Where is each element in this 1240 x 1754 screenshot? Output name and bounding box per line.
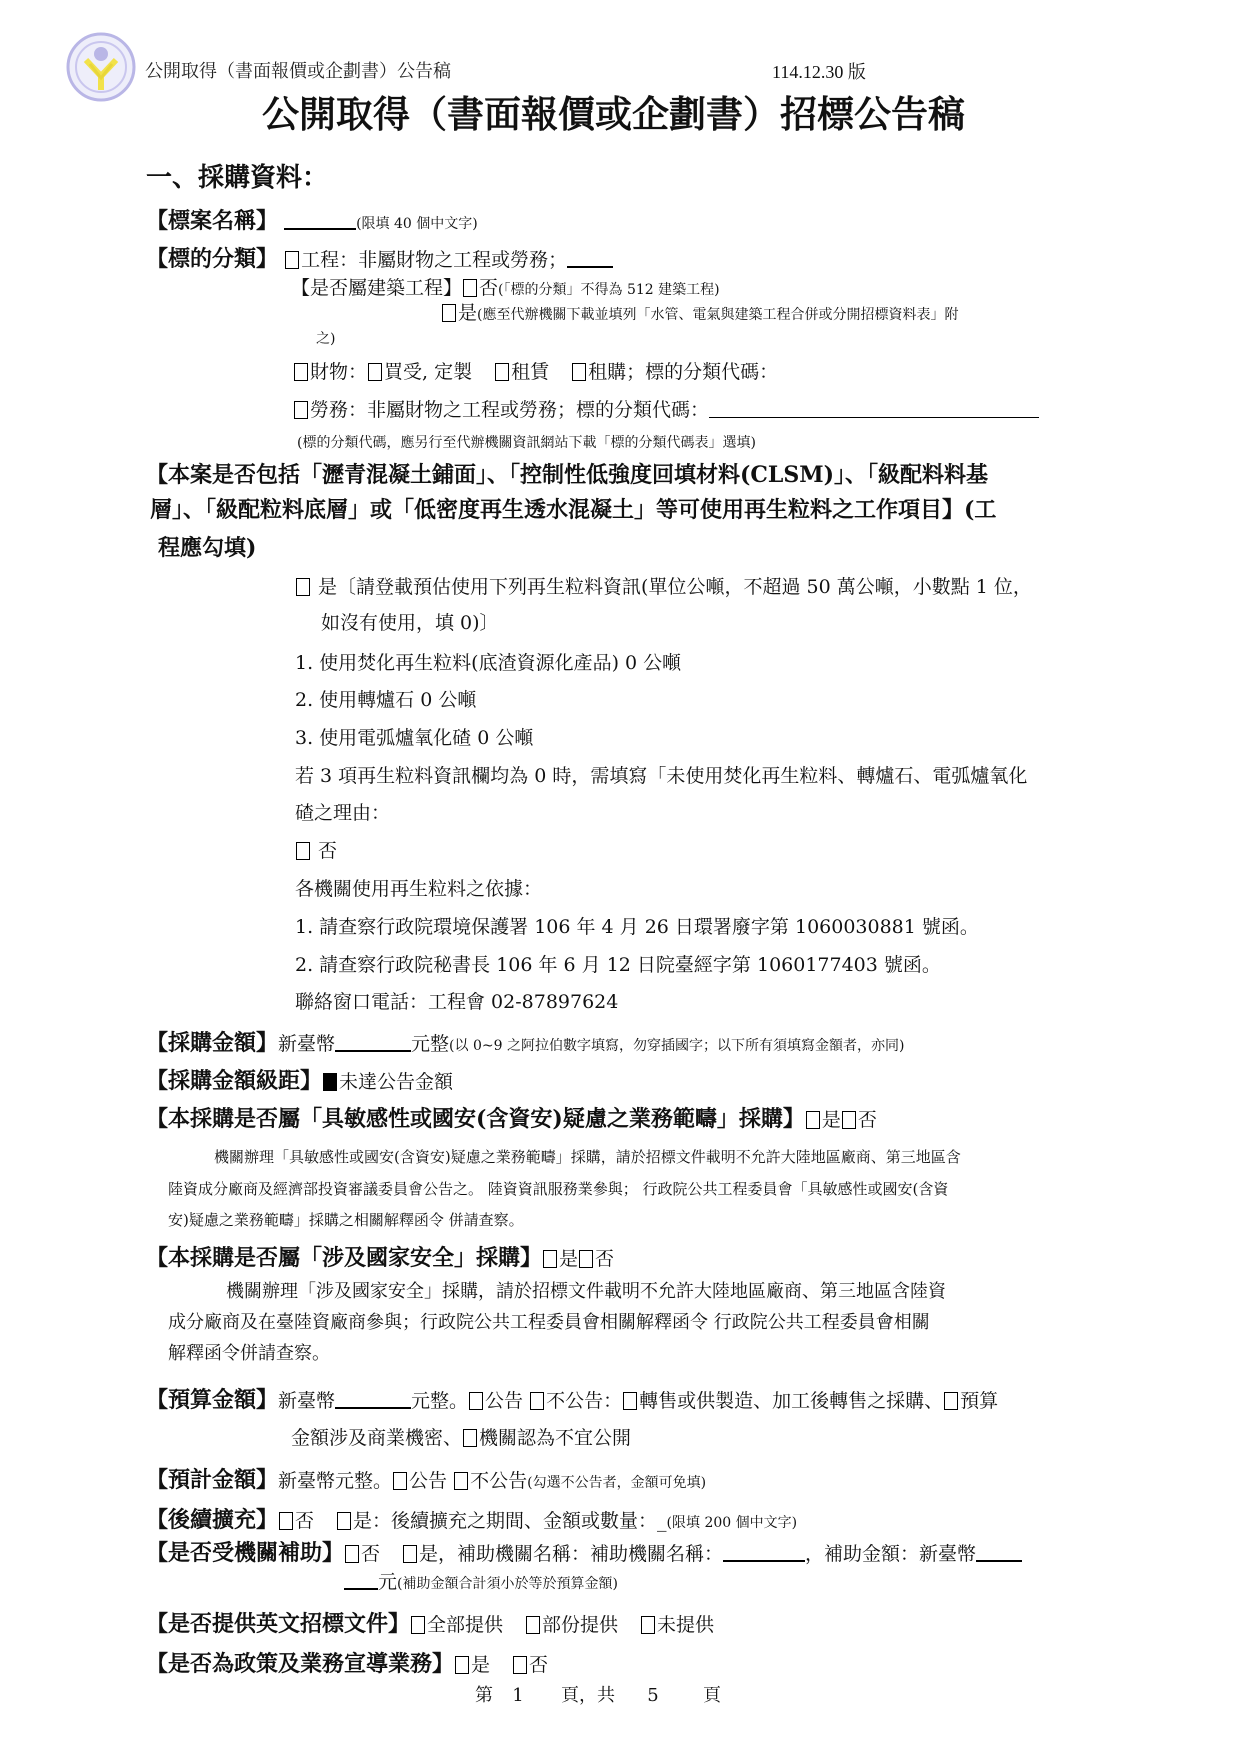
building-no-label: 否 xyxy=(479,277,499,299)
recycled-reason: 若 3 項再生粒料資訊欄均為 0 時，需填寫「未使用焚化再生粒料、轉爐石、電弧爐氧化 xyxy=(295,765,1028,787)
subsidy-suffix: 元 xyxy=(378,1571,398,1593)
english-all-checkbox[interactable] xyxy=(411,1616,425,1634)
recycled-item-2: 2. 使用轉爐石 0 公噸 xyxy=(295,689,477,711)
budget-not-announce-checkbox[interactable] xyxy=(530,1392,544,1410)
estimate-label: 【預計金額】 xyxy=(146,1467,279,1493)
building-row xyxy=(291,276,720,302)
expansion-yes-checkbox[interactable] xyxy=(337,1512,351,1530)
page-mid: 頁，共 xyxy=(561,1685,615,1706)
budget-secret-label: 預算 xyxy=(960,1390,999,1412)
lease-label: 租賃 xyxy=(511,361,550,383)
estimate-text: 新臺幣元整。 xyxy=(278,1470,393,1492)
building-label: 【是否屬建築工程】 xyxy=(291,277,463,299)
page-number: 1 xyxy=(512,1685,524,1706)
budget-announce-checkbox[interactable] xyxy=(469,1392,483,1410)
budget-secret-checkbox[interactable] xyxy=(944,1392,958,1410)
section-heading: 一、採購資料： xyxy=(146,163,329,193)
recycled-item-3: 3. 使用電弧爐氧化碴 0 公噸 xyxy=(295,727,534,749)
expansion-note: (限填 200 個中文字) xyxy=(666,1515,798,1531)
services-checkbox[interactable] xyxy=(294,401,308,419)
amount-prefix: 新臺幣 xyxy=(278,1033,336,1055)
recycled-item-1: 1. 使用焚化再生粒料(底渣資源化產品) 0 公噸 xyxy=(295,652,682,674)
case-name-note: (限填 40 個中文字) xyxy=(356,216,478,232)
subsidy-row xyxy=(146,1541,1022,1566)
sensitive-desc-1: 機關辦理「具敏感性或國安(含資安)疑慮之業務範疇」採購，請於招標文件載明不允許大陸地區廠商、第三地區含 xyxy=(214,1148,961,1166)
subsidy-amount-field[interactable] xyxy=(976,1542,1022,1562)
national-security-yes-label: 是 xyxy=(559,1248,579,1270)
budget-label: 【預算金額】 xyxy=(146,1387,279,1413)
page-title: 公開取得（書面報價或企劃書）招標公告稿 xyxy=(262,92,965,136)
estimate-not-announce-label: 不公告 xyxy=(470,1470,528,1492)
hire-purchase-label: 租購；標的分類代碼： xyxy=(588,361,779,383)
recycled-yes-cont: 如沒有使用，填 0)〕 xyxy=(321,612,499,634)
estimate-announce-label: 公告 xyxy=(409,1470,448,1492)
english-docs-row xyxy=(146,1612,714,1637)
subsidy-note: (補助金額合計須小於等於預算金額) xyxy=(397,1576,618,1592)
national-security-no-checkbox[interactable] xyxy=(579,1250,593,1268)
engineering-checkbox[interactable] xyxy=(285,251,299,269)
recycled-no-row xyxy=(295,839,337,863)
case-name-row xyxy=(146,209,478,236)
english-partial-checkbox[interactable] xyxy=(526,1616,540,1634)
goods-label: 財物： xyxy=(310,361,368,383)
expansion-no-checkbox[interactable] xyxy=(279,1512,293,1530)
english-docs-label: 【是否提供英文招標文件】 xyxy=(146,1611,411,1637)
budget-prefix: 新臺幣 xyxy=(278,1390,336,1412)
subsidy-no-checkbox[interactable] xyxy=(345,1545,359,1563)
sensitive-desc-3: 安)疑慮之業務範疇」採購之相關解釋函令 併請查察。 xyxy=(168,1211,524,1229)
budget-field[interactable] xyxy=(335,1389,411,1409)
amount-level-value: 未達公告金額 xyxy=(339,1071,454,1093)
recycled-reason-cont: 碴之理由： xyxy=(295,802,391,824)
subsidy-row-cont xyxy=(344,1570,618,1596)
basis-item-2: 2. 請查察行政院秘書長 106 年 6 月 12 日院臺經字第 1060177403 號函。 xyxy=(295,954,941,976)
recycled-no-label: 否 xyxy=(318,840,338,862)
header-version: 114.12.30 版 xyxy=(772,62,866,82)
recycled-yes-label: 是〔請登載預估使用下列再生粒料資訊(單位公噸，不超過 50 萬公噸，小數點 1 位， xyxy=(318,576,1032,598)
recycled-no-checkbox[interactable] xyxy=(296,842,310,860)
national-security-desc-3: 解釋函令併請查察。 xyxy=(168,1343,330,1364)
goods-row xyxy=(293,360,778,384)
sensitive-desc-2: 陸資成分廠商及經濟部投資審議委員會公告之。 陸資資訊服務業參與； 行政院公共工程委員會「具敏感性或國安(含資 xyxy=(168,1180,949,1198)
sensitive-label: 【本採購是否屬「具敏感性或國安(含資安)疑慮之業務範疇」採購】 xyxy=(146,1106,805,1132)
expansion-label: 【後續擴充】 xyxy=(146,1507,279,1533)
sensitive-yes-label: 是 xyxy=(821,1109,841,1131)
recycled-question-line-1: 【本案是否包括「瀝青混凝土鋪面」、「控制性低強度回填材料(CLSM)」、「級配料料基 xyxy=(146,462,989,488)
budget-row-cont xyxy=(291,1426,631,1450)
estimate-announce-checkbox[interactable] xyxy=(393,1472,407,1490)
buy-label: 買受, 定製 xyxy=(384,361,473,383)
amount-level-label: 【採購金額級距】 xyxy=(146,1068,323,1094)
category-label: 【標的分類】 xyxy=(146,246,279,272)
services-row xyxy=(293,398,1039,422)
english-none-label: 未提供 xyxy=(657,1614,715,1636)
sensitive-yes-checkbox[interactable] xyxy=(806,1111,820,1129)
expansion-no-label: 否 xyxy=(295,1510,315,1532)
amount-field[interactable] xyxy=(335,1032,411,1052)
subsidy-yes-label: 是，補助機關名稱：補助機關名稱： xyxy=(419,1543,724,1565)
amount-suffix: 元整 xyxy=(411,1033,450,1055)
estimate-row xyxy=(146,1468,706,1495)
national-security-desc-2: 成分廠商及在臺陸資廠商參與；行政院公共工程委員會相關解釋函令 行政院公共工程委員會相關 xyxy=(168,1312,930,1333)
subsidy-yes-checkbox[interactable] xyxy=(403,1545,417,1563)
building-yes-label: 是 xyxy=(458,302,478,324)
recycled-question-line-3: 程應勾填) xyxy=(158,535,257,561)
building-no-note: (「標的分類」不得為 512 建築工程) xyxy=(498,282,720,298)
page-suffix: 頁 xyxy=(703,1685,721,1706)
policy-no-checkbox[interactable] xyxy=(513,1656,527,1674)
contact-phone: 聯絡窗口電話：工程會 02-87897624 xyxy=(295,991,619,1013)
services-code-field[interactable] xyxy=(709,403,1039,418)
budget-unsuitable-label: 機關認為不宜公開 xyxy=(479,1427,632,1449)
national-security-row xyxy=(146,1246,614,1271)
expansion-row xyxy=(146,1508,797,1535)
basis-item-1: 1. 請查察行政院環境保護署 106 年 4 月 26 日環署廢字第 1060030881 號函。 xyxy=(295,916,979,938)
subsidy-amount-field-cont[interactable] xyxy=(344,1570,378,1590)
page-prefix: 第 xyxy=(475,1685,493,1706)
services-label: 勞務：非屬財物之工程或勞務；標的分類代碼： xyxy=(310,399,710,421)
code-note: (標的分類代碼，應另行至代辦機關資訊網站下載「標的分類代碼表」選填) xyxy=(297,435,756,451)
lease-checkbox[interactable] xyxy=(495,363,509,381)
policy-yes-checkbox[interactable] xyxy=(455,1656,469,1674)
subsidy-amount-label: ，補助金額：新臺幣 xyxy=(805,1543,977,1565)
policy-row xyxy=(146,1652,548,1677)
english-none-checkbox[interactable] xyxy=(641,1616,655,1634)
budget-secret-label-cont: 金額涉及商業機密、 xyxy=(291,1427,463,1449)
policy-label: 【是否為政策及業務宣導業務】 xyxy=(146,1651,455,1677)
policy-yes-label: 是 xyxy=(471,1654,491,1676)
page-footer xyxy=(475,1684,721,1708)
policy-no-label: 否 xyxy=(529,1654,549,1676)
amount-row xyxy=(146,1031,904,1058)
budget-resale-checkbox[interactable] xyxy=(623,1392,637,1410)
expansion-yes-label: 是：後續擴充之期間、金額或數量：_ xyxy=(353,1510,667,1532)
sensitive-row xyxy=(146,1107,877,1132)
engineering-field[interactable] xyxy=(567,248,613,268)
case-name-label: 【標案名稱】 xyxy=(146,208,279,234)
case-name-field[interactable] xyxy=(284,210,356,230)
page-total: 5 xyxy=(647,1685,659,1706)
amount-label: 【採購金額】 xyxy=(146,1030,279,1056)
estimate-not-announce-checkbox[interactable] xyxy=(454,1472,468,1490)
subsidy-label: 【是否受機關補助】 xyxy=(146,1540,345,1566)
recycled-yes-checkbox[interactable] xyxy=(296,578,310,596)
national-security-label: 【本採購是否屬「涉及國家安全」採購】 xyxy=(146,1245,543,1271)
building-yes-checkbox[interactable] xyxy=(442,304,456,322)
budget-unsuitable-checkbox[interactable] xyxy=(463,1429,477,1447)
hire-purchase-checkbox[interactable] xyxy=(572,363,586,381)
subsidy-agency-field[interactable] xyxy=(723,1542,805,1562)
budget-not-announce-label: 不公告： xyxy=(546,1390,623,1412)
engineering-label: 工程：非屬財物之工程或勞務； xyxy=(301,249,568,271)
national-security-no-label: 否 xyxy=(595,1248,615,1270)
sensitive-no-checkbox[interactable] xyxy=(842,1111,856,1129)
building-yes-note: (應至代辦機關下載並填列「水管、電氣與建築工程合併或分開招標資料表」附 xyxy=(477,307,959,323)
amount-level-row xyxy=(146,1069,453,1094)
national-security-desc-1: 機關辦理「涉及國家安全」採購，請於招標文件載明不允許大陸地區廠商、第三地區含陸資 xyxy=(226,1281,946,1302)
budget-resale-label: 轉售或供製造、加工後轉售之採購、 xyxy=(639,1390,944,1412)
amount-note: (以 0~9 之阿拉伯數字填寫，勿穿插國字；以下所有須填寫金額者，亦同) xyxy=(449,1038,905,1054)
building-no-checkbox[interactable] xyxy=(463,279,477,297)
basis-title: 各機關使用再生粒料之依據： xyxy=(295,878,543,900)
english-all-label: 全部提供 xyxy=(427,1614,504,1636)
agency-logo xyxy=(66,32,136,102)
subsidy-no-label: 否 xyxy=(361,1543,381,1565)
budget-suffix: 元整。 xyxy=(411,1390,469,1412)
budget-announce-label: 公告 xyxy=(485,1390,524,1412)
building-yes-row xyxy=(441,301,958,327)
national-security-yes-checkbox[interactable] xyxy=(543,1250,557,1268)
sensitive-no-label: 否 xyxy=(857,1109,877,1131)
budget-row xyxy=(146,1388,998,1413)
category-row xyxy=(146,247,613,272)
buy-checkbox[interactable] xyxy=(368,363,382,381)
estimate-note: (勾選不公告者，金額可免填) xyxy=(527,1475,707,1491)
building-yes-note-cont: 之) xyxy=(316,331,336,347)
recycled-yes-row xyxy=(295,575,1032,599)
recycled-question-line-2: 層」、「級配粒料底層」或「低密度再生透水混凝土」等可使用再生粒料之工作項目】(工 xyxy=(150,497,997,523)
amount-level-checkbox[interactable] xyxy=(323,1073,337,1091)
header-doc-name: 公開取得（書面報價或企劃書）公告稿 xyxy=(145,61,451,82)
english-partial-label: 部份提供 xyxy=(542,1614,619,1636)
goods-checkbox[interactable] xyxy=(294,363,308,381)
